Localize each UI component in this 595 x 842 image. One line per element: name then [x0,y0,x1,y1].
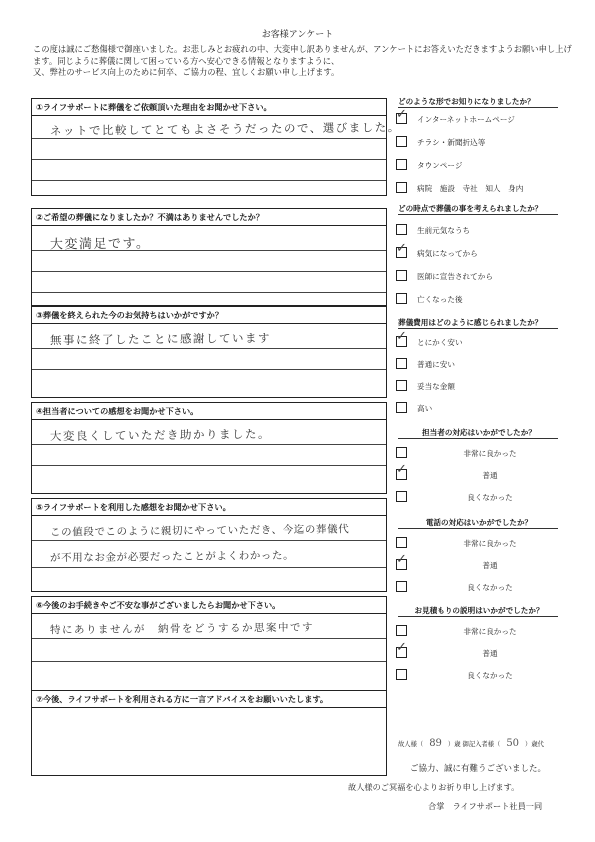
option-label: タウンページ [417,161,463,170]
option-label: 高い [417,404,433,413]
deceased-age-label: 故人様（ [398,741,424,748]
option-label: 普通 [482,561,498,570]
check-mark-icon: ✓ [396,107,407,122]
option-label: 良くなかった [467,671,513,680]
handwritten-answer: 大変良くしていただき助かりました。 [49,426,272,444]
writer-age-unit: ）歳代 [525,741,544,748]
handwritten-answer: 大変満足です。 [49,236,151,253]
option-label: 普通 [482,471,498,480]
option-label: 妥当な金額 [417,382,455,391]
checkbox-s3-1[interactable] [396,358,407,369]
signature-text: 合掌 ライフサポート社員一同 [428,801,543,811]
checkbox-s2-3[interactable] [396,293,407,304]
question-label: ⑤ライフサポートを利用した感想をお聞かせ下さい。 [32,499,386,516]
question-box-5 [31,498,387,592]
writer-age-value: 50 [506,738,520,749]
survey-heading-2: どの時点で葬儀の事を考えられましたか？ [398,204,543,213]
option-label: 普通に安い [417,360,455,369]
check-mark-icon: ✓ [396,552,407,567]
check-mark-icon: ✓ [396,329,407,344]
check-mark-icon: ✓ [396,241,407,256]
option-label: 医師に宣告されてから [417,272,493,281]
age-line [398,738,544,749]
checkbox-s1-2[interactable] [396,159,407,170]
writer-age-label: 御記入者様（ [462,741,501,748]
survey-heading-6: お見積もりの説明はいかがでしたか？ [414,606,544,615]
option-label: 良くなかった [467,493,513,502]
option-label: 普通 [482,649,498,658]
check-mark-icon: ✓ [396,640,407,655]
option-label: 非常に良かった [463,449,517,458]
checkbox-s2-2[interactable] [396,270,407,281]
handwritten-answer: この値段でこのように親切にやっていただき、今迄の葬儀代 [49,523,350,539]
checkbox-s6-2[interactable] [396,669,407,680]
question-box-4 [31,402,387,494]
closing-text: 故人様のご冥福を心よりお祈り申し上げます。 [348,782,520,792]
check-mark-icon: ✓ [396,462,407,477]
question-label: ⑦今後、ライフサポートを利用される方に一言アドバイスをお願いいたします。 [32,691,386,708]
checkbox-s1-3[interactable] [396,182,407,193]
checkbox-s4-0[interactable] [396,447,407,458]
intro-text: この度は誠にご愁傷様で御座いました。お悲しみとお疲れの中、大変申し訳ありませんが、アンケートにお答えいただきますようお願い申し上げます。同じように葬儀に関して困っている方へ安心できる情報となりますように、 又、弊社のサービス向上のために何卒、ご協力の程、宜しくお願い申し上げます。 [33,44,572,77]
option-label: 非常に良かった [463,627,517,636]
handwritten-answer-line2: が不用なお金が必要だったことがよくわかった。 [49,549,295,565]
handwritten-answer: ネットで比較してとてもよさそうだったので、選びました。 [49,120,401,138]
handwritten-answer: 無事に終了したことに感謝しています [49,330,272,348]
option-label: 病気になってから [417,249,478,258]
option-label: 非常に良かった [463,539,517,548]
checkbox-s2-0[interactable] [396,224,407,235]
option-label: 病院 施設 寺社 知人 身内 [417,184,524,193]
option-label: チラシ・新聞折込等 [417,138,486,147]
option-label: 亡くなった後 [417,295,463,304]
handwritten-answer: 特にありませんが 納骨をどうするか思案中です [49,621,315,637]
checkbox-s1-1[interactable] [396,136,407,147]
page-title: お客様アンケート [261,30,334,40]
checkbox-s5-2[interactable] [396,581,407,592]
question-box-2 [31,208,387,306]
question-label: ①ライフサポートに葬儀をご依頼頂いた理由をお聞かせ下さい。 [32,99,386,116]
checkbox-s5-0[interactable] [396,537,407,548]
survey-heading-1: どのような形でお知りになりましたか？ [398,97,535,106]
option-label: とにかく安い [417,338,463,347]
survey-heading-5: 電話の対応はいかがでしたか？ [425,518,533,527]
question-label: ③葬儀を終えられた今のお気持ちはいかがですか？ [32,307,386,324]
checkbox-s6-0[interactable] [396,625,407,636]
option-label: 良くなかった [467,583,513,592]
question-box-6 [31,596,387,692]
survey-heading-3: 葬儀費用はどのように感じられましたか？ [398,318,543,327]
question-box-1 [31,98,401,196]
question-box-7 [31,690,387,776]
checkbox-s4-2[interactable] [396,491,407,502]
deceased-age-unit: ）歳 [447,741,461,748]
option-label: インターネットホームページ [417,115,515,124]
question-label: ⑥今後のお手続きやご不安な事がございましたらお聞かせ下さい。 [32,597,386,614]
question-label: ②ご希望の葬儀になりましたか？不満はありませんでしたか？ [32,209,386,226]
question-label: ④担当者についての感想をお聞かせ下さい。 [32,403,386,420]
checkbox-s3-2[interactable] [396,380,407,391]
checkbox-s3-3[interactable] [396,402,407,413]
deceased-age-value: 89 [429,738,442,749]
survey-heading-4: 担当者の対応はいかがでしたか？ [422,428,536,437]
question-box-3 [31,306,387,398]
thanks-text: ご協力、誠に有難うございました。 [410,764,547,774]
option-label: 生前元気なうち [417,226,471,235]
